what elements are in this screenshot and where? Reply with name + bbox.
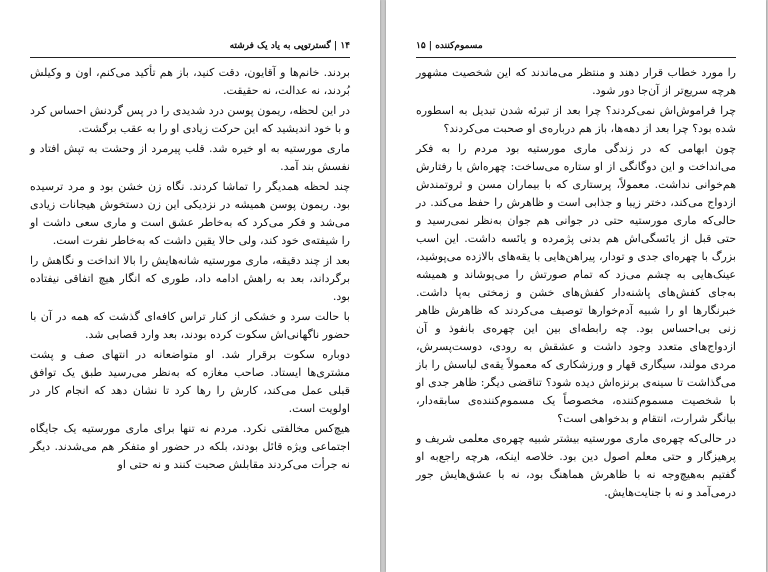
- paragraph: در حالی‌که چهره‌ی ماری مورستیه بیشتر شبیه چهره‌ی معلمی شریف و پرهیزگار و حتی معلم اصول دین بود. خلاصه اینکه، هرچه راجع‌به او گفتیم به‌هیچ‌وجه نه با ظاهرش هماهنگ بود، نه با عشق‌هایش جور درمی‌آمد و نه با جنایت‌هایش.: [416, 432, 736, 499]
- header-rule: [416, 57, 736, 58]
- paragraph: بردند. خانم‌ها و آقایون، دقت کنید، باز هم تأکید می‌کنم، اون و وکیلش بُردند، نه عدالت، نه حقیقت.: [30, 66, 350, 97]
- left-page: [0, 0, 380, 572]
- paragraph: چرا فراموش‌اش نمی‌کردند؟ چرا بعد از تبرئه شدن تبدیل به اسطوره شده بود؟ چرا بعد از دهه‌ها، باز هم درباره‌ی او صحبت می‌کردند؟: [416, 104, 736, 135]
- paragraph: چند لحظه همدیگر را تماشا کردند. نگاه زن خشن بود و مرد ترسیده بود. ریمون پوسن همیشه در نزدیکی این زن دستخوش هیجانات زیادی می‌شد و فکر می‌کرد که به‌خاطر عشق است و ماری سعی داشت او را شیفته‌ی خود کند، ولی حالا یقین داشت که به‌خاطر نفرت است.: [30, 180, 350, 247]
- paragraph: ماری مورستیه به او خیره شد. قلب پیرمرد از وحشت به تپش افتاد و نفسش بند آمد.: [30, 142, 350, 173]
- running-header: مسموم‌کننده | ۱۵: [416, 41, 483, 51]
- page-body: [30, 64, 350, 554]
- page-body: [416, 64, 736, 554]
- paragraph: در این لحظه، ریمون پوسن درد شدیدی را در پس گردنش احساس کرد و با خود اندیشید که این حرکت زیادی او را به عقب برگشت.: [30, 104, 350, 135]
- right-page: [386, 0, 766, 572]
- header-rule: [30, 57, 350, 58]
- running-header: ۱۴ | گسترتوپی به یاد یک فرشته: [229, 41, 350, 51]
- paragraph: با حالت سرد و خشکی از کنار تراس کافه‌ای گذشت که همه در آن با حضور ناگهانی‌اش سکوت کرده بودند، بعد وارد قصابی شد.: [30, 310, 350, 341]
- paragraph: هیچ‌کس مخالفتی نکرد. مردم نه تنها برای ماری مورستیه یک جایگاه اجتماعی ویژه قائل بودند، بلکه در حضور او متفکر هم می‌شدند. دیگر نه جرأت می‌کردند مقابلش صحبت کنند و نه حتی او: [30, 422, 350, 471]
- paragraph: بعد از چند دقیقه، ماری مورستیه شانه‌هایش را بالا انداخت و نگاهش را برگرداند، بعد به راهش ادامه داد، طوری که انگار هیچ اتفاقی نیفتاده بود.: [30, 254, 350, 303]
- page-header: [30, 41, 350, 55]
- paragraph: دوباره سکوت برقرار شد. او متواضعانه در انتهای صف و پشت مشتری‌ها ایستاد. صاحب مغازه که به‌نظر می‌رسید طبق یک توافق قبلی عمل می‌کند، کارش را رها کرد تا نشان دهد که انجام کار در اولویت است.: [30, 348, 350, 415]
- paragraph: را مورد خطاب قرار دهند و منتظر می‌ماندند که این شخصیت مشهور هرچه سریع‌تر از آن‌جا دور شود.: [416, 66, 736, 97]
- paragraph: چون ابهامی که در زندگی ماری مورستیه بود مردم را به فکر می‌انداخت و این دوگانگی از او ستاره می‌ساخت: چهره‌اش با رفتارش هم‌خوانی نداشت. معمولاً، پرستاری که با بیماران مسن و ثروتمندش ازدواج می‌کند، دختر زیبا و جذابی است و ظاهرش را حفظ می‌کند. در حالی‌که ماری مورستیه حتی در جوانی هم جوان به‌نظر نمی‌رسید و حتی قبل از یائسگی‌اش هم بدنی پژمرده و یائسه داشت. این اسب بزرگ با چهره‌ای جدی و تودار، پیراهن‌هایی با یقه‌های بالازده می‌پوشید، عینک‌هایی به چشم می‌زد که تمام صورتش را می‌پوشاند و همیشه به‌جای کفش‌های پاشنه‌دار کفش‌های خشن و زمختی به‌پا داشت. خبرنگارها او را شبیه آدم‌خوارها توصیف می‌کردند که ظاهرش ظاهر زنی بی‌احساس بود. چه رابطه‌ای بین این چهره‌ی بانفوذ و آن ازدواج‌های متعدد وجود داشت و عشقش به رودی، دوست‌پسرش، مردی مولند، سیگاری قهار و ورزشکاری که معمولاً یقه‌ی لباسش را باز می‌گذاشت تا سینه‌ی برنزه‌اش دیده شود؟ تناقضی دیگر: ظاهر جدی او با شخصیت مسموم‌کننده، مخصوصاً یک مسموم‌کننده‌ی سابقه‌دار، بیانگر شرارت، انتقام و بدخواهی است؟: [416, 142, 736, 425]
- page-header: [416, 41, 736, 55]
